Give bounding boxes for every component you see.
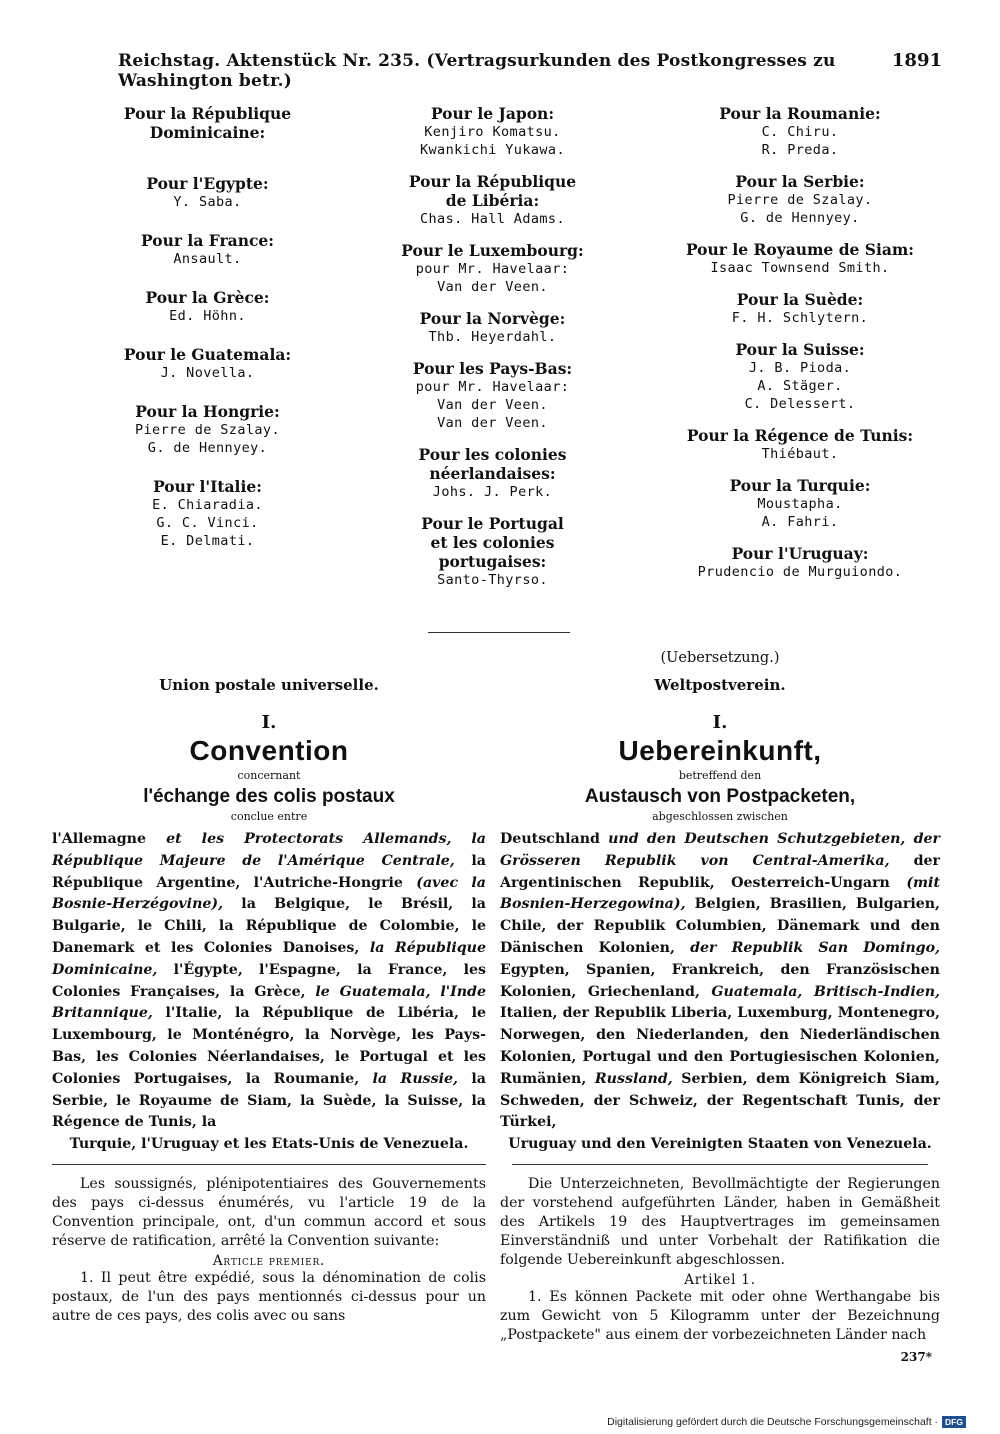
signature-entry [380, 445, 605, 501]
contracting-parties [52, 829, 486, 1156]
signature-entry [665, 290, 935, 327]
parties-text: la République Argentine, l'Autriche-Hongrie [52, 852, 486, 891]
parties-text-italic: Russland, [594, 1070, 673, 1087]
contracting-parties [500, 829, 940, 1156]
signature-entry [110, 288, 305, 325]
credit-text: Digitalisierung gefördert durch die Deutsche Forschungsgemeinschaft · [607, 1416, 939, 1428]
parties-text-italic: la République Dominicaine, [52, 939, 486, 978]
signature-entry [665, 340, 935, 413]
signatures-divider [428, 632, 570, 633]
page-header [118, 50, 942, 91]
signatures-column-3 [665, 104, 935, 594]
parties-text-italic: (avec la Bosnie-Herzégovine), [52, 874, 486, 913]
signatory-country: Pour la Roumanie: [719, 104, 881, 123]
parties-text-italic: der Republik San Domingo, [690, 939, 940, 956]
signatory-names: J. B. Pioda. A. Stäger. C. Delessert. [744, 360, 856, 412]
signatory-names: pour Mr. Havelaar: Van der Veen. Van der Veen. [415, 379, 570, 431]
signatory-country: Pour l'Italie: [153, 477, 262, 496]
abgeschlossen-label: abgeschlossen zwischen [652, 810, 788, 823]
signature-entry [110, 231, 305, 268]
signature-entry [380, 514, 605, 589]
betreffend-label: betreffend den [678, 769, 762, 782]
section-divider [52, 1164, 486, 1165]
union-label: Weltpostverein. [654, 676, 786, 694]
signatory-country: Pour la France: [141, 231, 274, 250]
signatures-column-2 [380, 104, 605, 602]
signature-entry [110, 402, 305, 457]
signatory-names: Prudencio de Murguiondo. [697, 564, 903, 580]
signature-entry [110, 477, 305, 550]
parties-text: l'Italie, la République de Libéria, le Luxembourg, le Monténégro, la Norvège, les Pays-Bas, les Colonies Néerlandaises, le Portugal et les Colonies Portugaises, la Roumanie, [52, 1005, 486, 1087]
parties-text-italic: Guatemala, Britisch-Indien, [711, 983, 940, 1000]
signature-entry [380, 309, 605, 346]
digitization-credit [607, 1416, 966, 1428]
signature-entry [380, 359, 605, 432]
parties-text-italic: la Russie, [372, 1070, 458, 1087]
header-title: Reichstag. Aktenstück Nr. 235. (Vertragsurkunden des Postkongresses zu Washington betr.) [118, 51, 836, 91]
page-number: 1891 [891, 50, 942, 71]
signatory-names: Pierre de Szalay. G. de Hennyey. [727, 192, 873, 226]
signatory-country: Pour la Grèce: [145, 288, 270, 307]
parties-text: l'Allemagne [52, 831, 167, 847]
conclue-label: conclue entre [230, 810, 308, 823]
section-number: I. [712, 712, 728, 733]
signatory-names: E. Chiaradia. G. C. Vinci. E. Delmati. [152, 497, 263, 549]
parties-text-italic: und den Deutschen Schutzgebieten, der Grösseren Republik von Central-Amerika, [500, 831, 940, 869]
parties-text: der Argentinischen Republik, Oesterreich-Ungarn [500, 852, 940, 891]
parties-text: Belgien, Brasilien, Bulgarien, Chile, der Republik Columbien, Dänemark und den Dänischen Kolonien, [500, 896, 940, 956]
signatory-names: Isaac Townsend Smith. [710, 260, 890, 276]
french-column [52, 650, 486, 1325]
signatory-country: Pour le Guatemala: [123, 345, 292, 364]
signature-entry [665, 544, 935, 581]
signatory-names: Thb. Heyerdahl. [428, 329, 557, 345]
signatory-names: Chas. Hall Adams. [420, 211, 565, 227]
signatory-country: Pour la République de Libéria: [408, 172, 577, 210]
signatory-country: Pour la Norvège: [419, 309, 566, 328]
parties-text: Egypten, Spanien, Frankreich, den Französischen Kolonien, Griechenland, [500, 961, 940, 1000]
article-text: 1. Es können Packete mit oder ohne Werthangabe bis zum Gewicht von 5 Kilogramm unter der Bezeichnung „Postpackete" aus einem der vorbezeichneten Länder nach [500, 1288, 940, 1343]
signatory-names: pour Mr. Havelaar: Van der Veen. [415, 261, 570, 295]
signatory-country: Pour la Suède: [736, 290, 864, 309]
signature-entry [665, 104, 935, 159]
signatory-country: Pour le Portugal et les colonies portugaises: [421, 514, 564, 571]
signatory-names: Ansault. [173, 251, 242, 267]
parties-text-italic: et les Protectorats Allemands, la République Majeure de l'Amérique Centrale, [52, 831, 487, 869]
signatory-country: Pour la Hongrie: [135, 402, 280, 421]
signatory-country: Pour la Suisse: [735, 340, 865, 359]
signatory-country: Pour les colonies néerlandaises: [418, 445, 567, 483]
convention-title: Uebereinkunft, [618, 735, 822, 766]
signatory-country: Pour la Régence de Tunis: [686, 426, 914, 445]
convention-subject: l'échange des colis postaux [143, 786, 395, 807]
signature-entry [665, 172, 935, 227]
signature-entry [665, 476, 935, 531]
signatory-country: Pour la Serbie: [735, 172, 865, 191]
article-title: Article premier. [212, 1252, 326, 1269]
signature-entry [380, 104, 605, 159]
parties-text: Deutschland [500, 831, 609, 847]
parties-text: Serbien, dem Königreich Siam, Schweden, der Schweiz, der Regentschaft Tunis, der Türkei, [500, 1070, 940, 1131]
parties-text-last: Turquie, l'Uruguay et les Etats-Unis de Venezuela. [69, 1136, 469, 1153]
convention-subject: Austausch von Postpacketen, [584, 786, 856, 807]
signature-entry [665, 426, 935, 463]
preamble: Les soussignés, plénipotentiaires des Gouvernements des pays ci-dessus énumérés, vu l'article 19 de la Convention principale, ont, d'un commun accord et sous réserve de ratification, arrêté la Convention suivante: [52, 1175, 486, 1249]
signatory-country: Pour le Luxembourg: [401, 241, 584, 260]
signatory-names: Santo-Thyrso. [437, 572, 548, 588]
signatory-names: Thiébaut. [761, 446, 839, 462]
concernant-label: concernant [237, 769, 301, 782]
signatory-names: Ed. Höhn. [169, 308, 246, 324]
signature-entry [110, 104, 305, 142]
signature-entry [380, 172, 605, 228]
section-number: I. [261, 712, 277, 733]
parties-text: Italien, der Republik Liberia, Luxemburg, Montenegro, Norwegen, den Niederlanden, den Niederländischen Kolonien, Portugal und den Portugiesischen Kolonien, Rumänien, [500, 1005, 940, 1087]
signatory-names: Kenjiro Komatsu. Kwankichi Yukawa. [420, 124, 565, 158]
parties-text-last: Uruguay und den Vereinigten Staaten von Venezuela. [508, 1136, 932, 1153]
signatory-country: Pour la République Dominicaine: [123, 104, 292, 142]
parties-text: la Belgique, le Brésil, la Bulgarie, le Chili, la République de Colombie, le Danemark et les Colonies Danoises, [52, 896, 486, 956]
parties-text: l'Égypte, l'Espagne, la France, les Colonies Françaises, la Grèce, [52, 961, 486, 1000]
signatory-country: Pour le Royaume de Siam: [685, 240, 915, 259]
signature-entry [380, 241, 605, 296]
dfg-logo: DFG [942, 1416, 966, 1428]
signatory-names: Moustapha. A. Fahri. [757, 496, 843, 530]
signatory-names: Johs. J. Perk. [432, 484, 553, 500]
convention-title: Convention [189, 735, 349, 766]
signatory-names: Y. Saba. [173, 194, 242, 210]
signatory-names: J. Novella. [160, 365, 255, 381]
signature-entry [110, 174, 305, 211]
translation-note-spacer [52, 650, 486, 672]
union-label: Union postale universelle. [159, 676, 379, 694]
signature-mark: 237* [900, 1350, 932, 1365]
signatory-country: Pour l'Uruguay: [731, 544, 869, 563]
article-title: Artikel 1. [684, 1271, 756, 1288]
signatures-column-1 [110, 104, 305, 570]
german-column [500, 650, 940, 1364]
section-divider [512, 1164, 928, 1165]
parties-text-italic: (mit Bosnien-Herzegowina), [500, 874, 940, 913]
signature-entry [665, 240, 935, 277]
parties-text: la Serbie, le Royaume de Siam, la Suède, la Suisse, la Régence de Tunis, la [52, 1070, 486, 1131]
article-text: 1. Il peut être expédié, sous la dénomination de colis postaux, de l'un des pays mentionnés ci-dessus pour un autre de ces pays, des colis avec ou sans [52, 1269, 486, 1324]
signatory-names: C. Chiru. R. Preda. [761, 124, 839, 158]
signatory-names: F. H. Schlytern. [731, 310, 869, 326]
signature-entry [110, 345, 305, 382]
translation-note: (Uebersetzung.) [660, 650, 780, 666]
signatory-names: Pierre de Szalay. G. de Hennyey. [135, 422, 280, 456]
parties-text-italic: le Guatemala, l'Inde Britannique, [52, 983, 487, 1022]
preamble: Die Unterzeichneten, Bevollmächtigte der Regierungen der vorstehend aufgeführten Länder, haben in Gemäßheit des Artikels 19 des Hauptvertrages im gemeinsamen Einverständniß und unter Vorbehalt der Ratifikation die folgende Uebereinkunft abgeschlossen. [500, 1175, 940, 1268]
signatory-country: Pour l'Egypte: [146, 174, 269, 193]
signatory-country: Pour la Turquie: [729, 476, 871, 495]
signatory-country: Pour les Pays-Bas: [412, 359, 573, 378]
signatory-country: Pour le Japon: [430, 104, 555, 123]
